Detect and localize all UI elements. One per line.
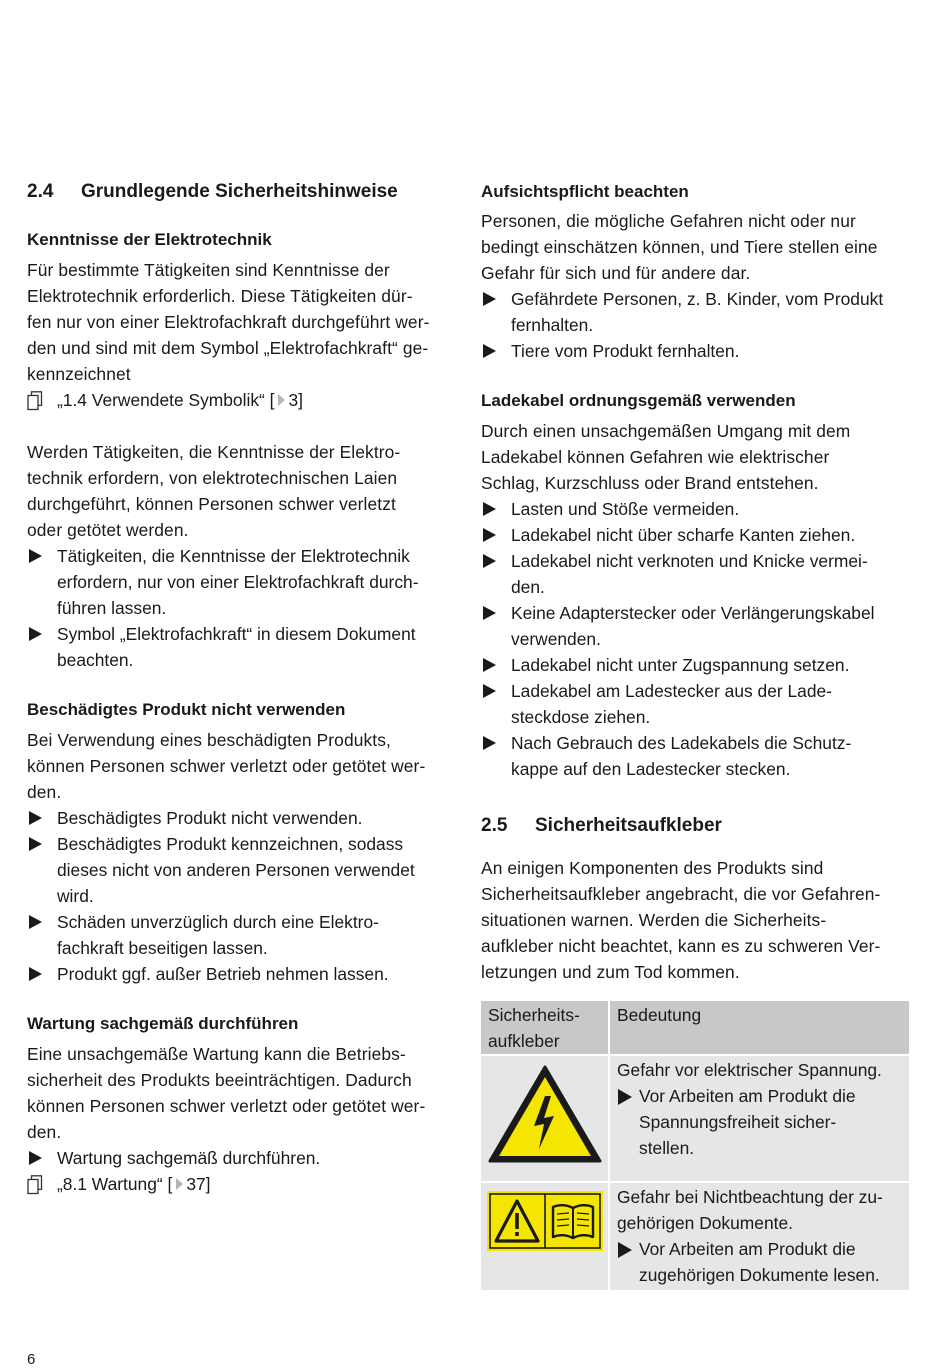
meaning-text: Gefahr bei Nichtbeachtung der zu- gehörigen Dokumente. <box>617 1187 883 1233</box>
paragraph-line: sicherheit des Produkts beeinträchtigen. Dadurch <box>27 1070 412 1090</box>
left-column <box>27 178 455 1197</box>
table-cell <box>609 1055 909 1182</box>
list-item: Beschädigtes Produkt nicht verwenden. <box>27 805 455 831</box>
list-item: Schäden unverzüglich durch eine Elektro- fachkraft beseitigen lassen. <box>27 909 455 961</box>
triangle-bullet-icon <box>617 1236 639 1288</box>
document-reference-icon <box>27 1171 57 1197</box>
paragraph-line: technik erfordern, von elektrotechnischen Laien <box>27 468 398 488</box>
list-item: Symbol „Elektrofachkraft“ in diesem Dokument beachten. <box>27 621 455 673</box>
subheading-ladekabel: Ladekabel ordnungsgemäß verwenden <box>481 391 796 410</box>
subheading-wartung: Wartung sachgemäß durchführen <box>27 1014 299 1033</box>
paragraph-line: bedingt einschätzen können, und Tiere stellen eine <box>481 237 878 257</box>
paragraph-line: Werden Tätigkeiten, die Kenntnisse der Elektro- <box>27 442 401 462</box>
safety-sticker-table <box>481 1001 909 1290</box>
list-item: Keine Adapterstecker oder Verlängerungskabel verwenden. <box>481 600 911 652</box>
paragraph-line: aufkleber nicht beachtet, kann es zu schweren Ver- <box>481 936 881 956</box>
paragraph-line: Elektrotechnik erforderlich. Diese Tätigkeiten dür- <box>27 286 413 306</box>
cross-reference-text: „8.1 Wartung“ [ 37] <box>57 1174 211 1194</box>
list-item: Tätigkeiten, die Kenntnisse der Elektrotechnik erfordern, nur von einer Elektrofachkraft durch- führen lassen. <box>27 543 455 621</box>
list-item: Ladekabel am Ladestecker aus der Lade- steckdose ziehen. <box>481 678 911 730</box>
table-cell <box>481 1182 609 1290</box>
section-heading-2-5 <box>481 812 911 840</box>
paragraph-line: Eine unsachgemäße Wartung kann die Betriebs- <box>27 1044 406 1064</box>
paragraph-line: Durch einen unsachgemäßen Umgang mit dem <box>481 421 851 441</box>
triangle-bullet-icon <box>481 522 511 548</box>
paragraph-line: Bei Verwendung eines beschädigten Produkts, <box>27 730 391 750</box>
page-arrow-icon <box>278 394 285 406</box>
section-heading-2-4 <box>27 178 455 206</box>
electrical-hazard-warning-icon <box>481 1056 608 1181</box>
list-item: Ladekabel nicht verknoten und Knicke vermei- den. <box>481 548 911 600</box>
page-number: 6 <box>27 1351 36 1368</box>
paragraph-line: können Personen schwer verletzt oder getötet wer- <box>27 756 426 776</box>
paragraph-line: können Personen schwer verletzt oder getötet wer- <box>27 1096 426 1116</box>
subheading-aufsichtspflicht: Aufsichtspflicht beachten <box>481 182 689 201</box>
paragraph-line: Sicherheitsaufkleber angebracht, die vor Gefahren- <box>481 884 881 904</box>
triangle-bullet-icon <box>27 961 57 987</box>
list-item: Vor Arbeiten am Produkt die Spannungsfreiheit sicher- stellen. <box>617 1083 902 1161</box>
triangle-bullet-icon <box>27 621 57 673</box>
triangle-bullet-icon <box>27 805 57 831</box>
list-item: Gefährdete Personen, z. B. Kinder, vom Produkt fernhalten. <box>481 286 911 338</box>
triangle-bullet-icon <box>617 1083 639 1161</box>
paragraph-line: Ladekabel können Gefahren wie elektrischer <box>481 447 830 467</box>
cross-reference[interactable] <box>27 1171 455 1197</box>
table-cell <box>481 1055 609 1182</box>
table-header-cell: Bedeutung <box>609 1001 909 1055</box>
table-header-cell: Sicherheits- aufkleber <box>481 1001 609 1055</box>
document-reference-icon <box>27 387 57 413</box>
triangle-bullet-icon <box>481 548 511 600</box>
paragraph-line: den. <box>27 782 62 802</box>
cross-reference[interactable] <box>27 387 455 413</box>
list-item: Ladekabel nicht über scharfe Kanten ziehen. <box>481 522 911 548</box>
section-number: 2.5 <box>481 815 508 836</box>
triangle-bullet-icon <box>481 338 511 364</box>
paragraph-line: den und sind mit dem Symbol „Elektrofachkraft“ ge- <box>27 338 429 358</box>
paragraph-line: Für bestimmte Tätigkeiten sind Kenntnisse der <box>27 260 390 280</box>
list-item: Wartung sachgemäß durchführen. <box>27 1145 455 1171</box>
paragraph-line: fen nur von einer Elektrofachkraft durchgeführt wer- <box>27 312 430 332</box>
paragraph-line: An einigen Komponenten des Produkts sind <box>481 858 824 878</box>
list-item: Ladekabel nicht unter Zugspannung setzen. <box>481 652 911 678</box>
triangle-bullet-icon <box>27 831 57 909</box>
subheading-elektrotechnik: Kenntnisse der Elektrotechnik <box>27 230 272 249</box>
paragraph-line: Personen, die mögliche Gefahren nicht oder nur <box>481 211 856 231</box>
paragraph-line: Gefahr für sich und für andere dar. <box>481 263 751 283</box>
meaning-text: Gefahr vor elektrischer Spannung. <box>617 1060 882 1080</box>
section-title: Grundlegende Sicherheitshinweise <box>81 181 398 202</box>
triangle-bullet-icon <box>481 600 511 652</box>
list-item: Beschädigtes Produkt kennzeichnen, sodass dieses nicht von anderen Personen verwendet wird. <box>27 831 455 909</box>
table-header-row <box>481 1001 909 1055</box>
table-row <box>481 1182 909 1290</box>
triangle-bullet-icon <box>27 1145 57 1171</box>
triangle-bullet-icon <box>481 286 511 338</box>
subheading-beschaedigtes-produkt: Beschädigtes Produkt nicht verwenden <box>27 700 346 719</box>
read-documents-warning-icon <box>481 1183 608 1266</box>
table-cell <box>609 1182 909 1290</box>
cross-reference-text: „1.4 Verwendete Symbolik“ [ 3] <box>57 390 303 410</box>
paragraph-line: Schlag, Kurzschluss oder Brand entstehen. <box>481 473 819 493</box>
paragraph-line: durchgeführt, können Personen schwer verletzt <box>27 494 396 514</box>
section-title: Sicherheitsaufkleber <box>535 815 722 836</box>
list-item: Lasten und Stöße vermeiden. <box>481 496 911 522</box>
paragraph-line: den. <box>27 1122 62 1142</box>
triangle-bullet-icon <box>27 909 57 961</box>
table-row <box>481 1055 909 1182</box>
list-item: Vor Arbeiten am Produkt die zugehörigen Dokumente lesen. <box>617 1236 902 1288</box>
paragraph-line: situationen warnen. Werden die Sicherheits- <box>481 910 827 930</box>
list-item: Tiere vom Produkt fernhalten. <box>481 338 911 364</box>
right-column <box>481 178 911 1290</box>
section-number: 2.4 <box>27 181 54 202</box>
triangle-bullet-icon <box>481 678 511 730</box>
list-item: Nach Gebrauch des Ladekabels die Schutz- kappe auf den Ladestecker stecken. <box>481 730 911 782</box>
triangle-bullet-icon <box>481 652 511 678</box>
paragraph-line: kennzeichnet <box>27 364 131 384</box>
paragraph-line: oder getötet werden. <box>27 520 189 540</box>
triangle-bullet-icon <box>27 543 57 621</box>
page-arrow-icon <box>176 1178 183 1190</box>
triangle-bullet-icon <box>481 496 511 522</box>
list-item: Produkt ggf. außer Betrieb nehmen lassen. <box>27 961 455 987</box>
paragraph-line: letzungen und zum Tod kommen. <box>481 962 740 982</box>
triangle-bullet-icon <box>481 730 511 782</box>
